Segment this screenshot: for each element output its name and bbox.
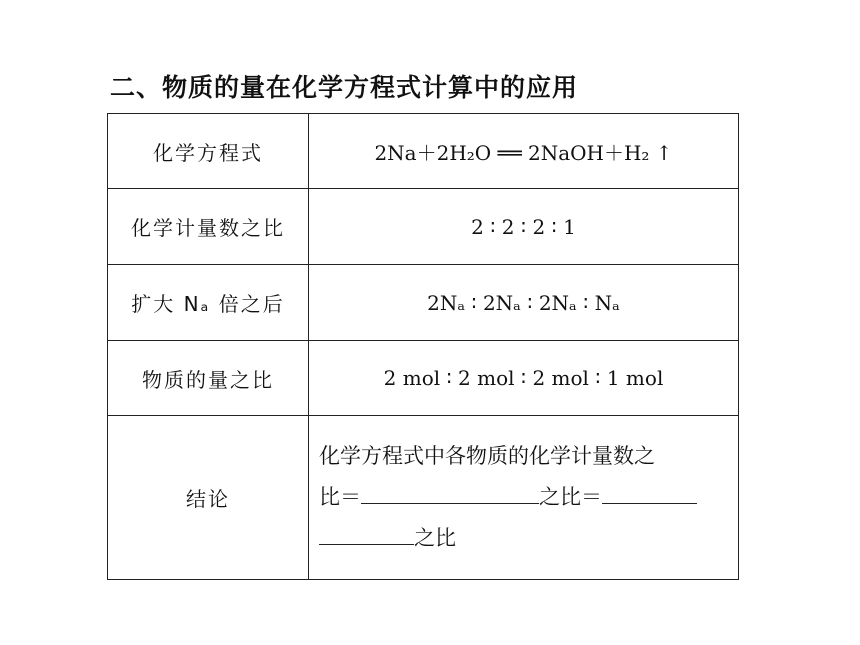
table-row [108,189,739,265]
table-row [108,416,739,580]
coefficient-ratio-cell: 2 ∶ 2 ∶ 2 ∶ 1 [309,189,739,265]
row-label: 化学计量数之比 [108,189,309,265]
table-row [108,114,739,189]
row-label: 化学方程式 [108,114,309,189]
equation-cell: 2Na＋2H₂O ══ 2NaOH＋H₂ ↑ [309,114,739,189]
table-row [108,341,739,416]
relation-table [107,113,739,580]
fill-blank-2[interactable] [602,479,697,504]
conclusion-line-2 [319,477,730,518]
conclusion-text: 之比＝ [539,485,602,509]
table-row [108,265,739,341]
conclusion-text: 比＝ [319,485,361,509]
row-label: 结论 [108,416,309,580]
mole-ratio-cell: 2 mol ∶ 2 mol ∶ 2 mol ∶ 1 mol [309,341,739,416]
conclusion-line-3 [319,518,730,559]
row-label: 扩大 Nₐ 倍之后 [108,265,309,341]
row-label: 物质的量之比 [108,341,309,416]
conclusion-text: 之比 [414,526,456,550]
scaled-ratio-cell: 2Nₐ ∶ 2Nₐ ∶ 2Nₐ ∶ Nₐ [309,265,739,341]
conclusion-line-1: 化学方程式中各物质的化学计量数之 [319,444,655,468]
fill-blank-2-continued[interactable] [319,520,414,545]
fill-blank-1[interactable] [361,479,539,504]
conclusion-cell [309,416,739,580]
section-heading: 二、物质的量在化学方程式计算中的应用 [110,73,579,102]
